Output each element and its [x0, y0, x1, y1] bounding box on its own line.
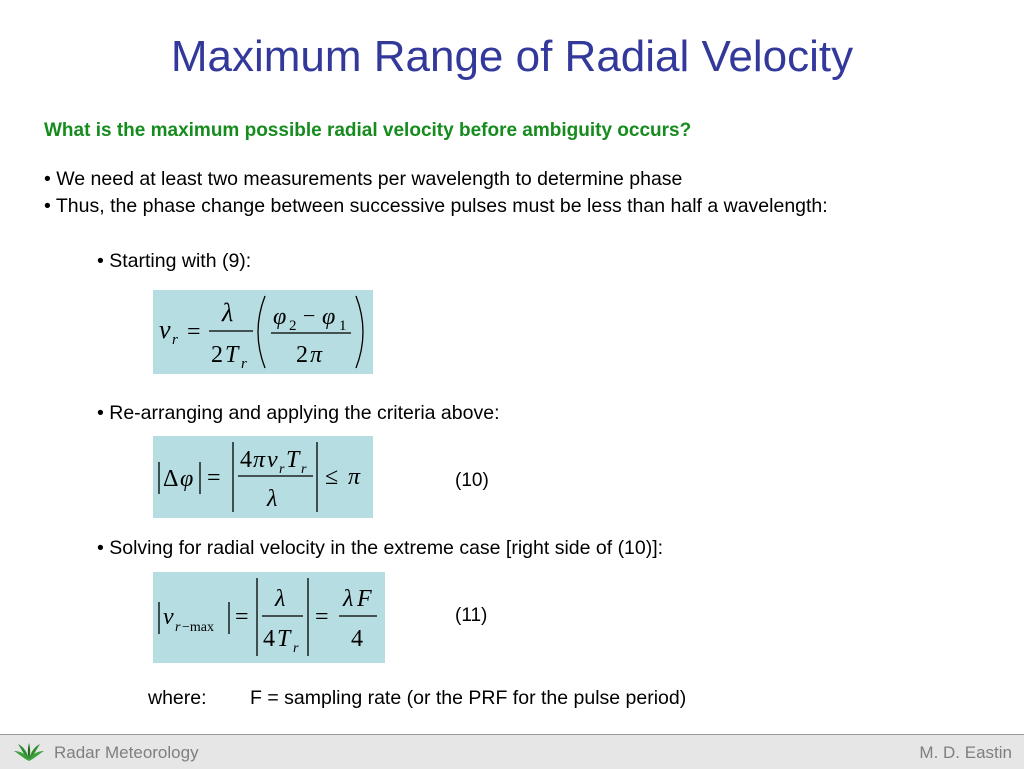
svg-text:=: = [315, 604, 329, 630]
bullet-starting-with: • Starting with (9): [97, 250, 252, 272]
footer-author: M. D. Eastin [919, 743, 1012, 762]
svg-text:v: v [267, 447, 278, 473]
where-definition: F = sampling rate (or the PRF for the pulse period) [250, 687, 687, 709]
svg-text:T: T [225, 342, 239, 368]
bullet-phase-change: • Thus, the phase change between successive pulses must be less than half a wavelength: [44, 195, 828, 217]
svg-text:π: π [348, 464, 361, 490]
slide-title: Maximum Range of Radial Velocity [170, 32, 854, 81]
leaf-logo-icon [12, 741, 46, 768]
equation-11 [153, 572, 385, 663]
footer-bar [0, 734, 1024, 769]
svg-text:T: T [277, 626, 291, 652]
svg-text:1: 1 [339, 318, 347, 334]
bullet-two-measurements: • We need at least two measurements per wavelength to determine phase [44, 168, 683, 190]
svg-text:r: r [241, 356, 247, 372]
svg-text:λ: λ [343, 586, 354, 612]
svg-text:=: = [235, 604, 249, 630]
svg-text:−max: −max [182, 620, 214, 635]
svg-text:F: F [357, 586, 372, 612]
svg-text:λ: λ [222, 298, 234, 327]
svg-text:r: r [301, 462, 307, 477]
svg-text:=: = [187, 319, 201, 345]
equation-11-box [153, 572, 385, 663]
question-heading: What is the maximum possible radial velocity before ambiguity occurs? [44, 120, 692, 141]
equation-9 [153, 290, 373, 374]
equation-10 [153, 436, 373, 518]
equation-10-label: (10) [455, 470, 489, 491]
svg-text:2: 2 [211, 342, 223, 368]
svg-text:φ: φ [273, 304, 287, 330]
svg-text:π: π [253, 447, 266, 473]
where-label: where: [148, 687, 207, 709]
equation-10-box [153, 436, 373, 518]
svg-text:v: v [159, 315, 171, 344]
equation-11-label: (11) [455, 605, 488, 626]
svg-text:T: T [286, 447, 300, 473]
svg-text:r: r [279, 462, 285, 477]
svg-text:Δ: Δ [163, 466, 179, 492]
footer-course-title: Radar Meteorology [54, 743, 199, 762]
svg-text:=: = [207, 465, 221, 491]
svg-text:2: 2 [289, 318, 297, 334]
svg-text:4: 4 [240, 447, 252, 473]
svg-text:≤: ≤ [325, 464, 339, 490]
svg-text:φ: φ [322, 304, 336, 330]
svg-text:λ: λ [267, 486, 278, 512]
svg-text:r: r [172, 332, 178, 348]
svg-text:r: r [175, 620, 181, 635]
svg-text:4: 4 [351, 626, 363, 652]
svg-text:−: − [303, 303, 316, 328]
svg-text:r: r [293, 641, 299, 656]
svg-text:λ: λ [275, 586, 286, 612]
svg-text:φ: φ [180, 466, 194, 492]
svg-text:2: 2 [296, 342, 308, 368]
svg-text:4: 4 [263, 626, 275, 652]
bullet-rearranging: • Re-arranging and applying the criteria above: [97, 402, 500, 424]
bullet-solving: • Solving for radial velocity in the extreme case [right side of (10)]: [97, 537, 664, 559]
svg-text:π: π [310, 342, 323, 368]
equation-9-box [153, 290, 373, 374]
svg-text:v: v [163, 604, 174, 630]
